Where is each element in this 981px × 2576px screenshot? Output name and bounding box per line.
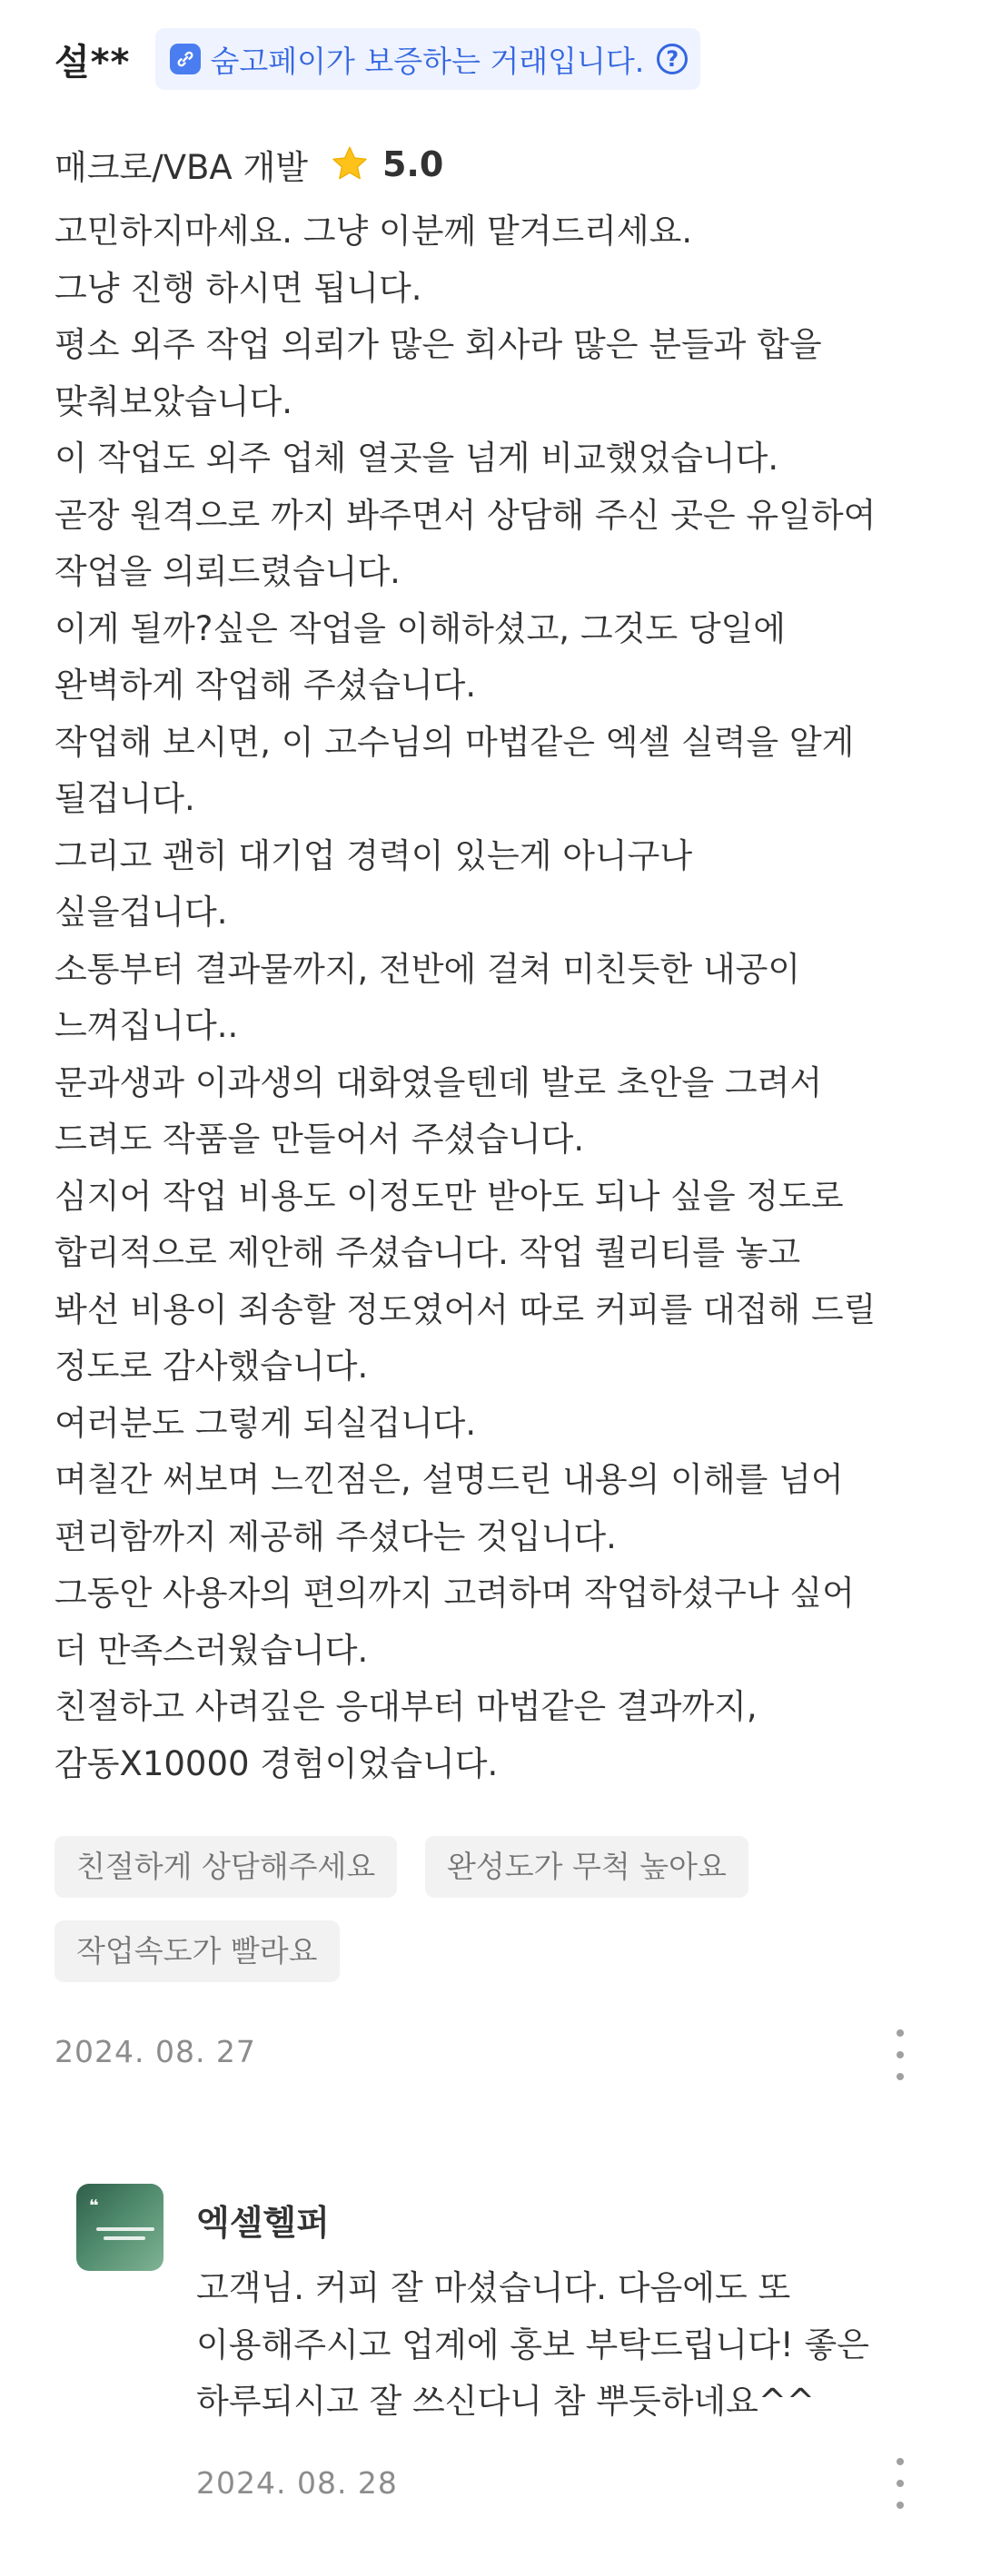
review-text-line: 맞춰보았습니다.: [54, 381, 292, 421]
reply-body: [196, 2260, 930, 2431]
review-body: [54, 203, 930, 1792]
review-text-line: 더 만족스러웠습니다.: [54, 1630, 369, 1670]
review-text-line: 봐선 비용이 죄송할 정도였어서 따로 커피를 대접해 드릴: [54, 1289, 877, 1329]
payment-guarantee-badge[interactable]: [155, 28, 700, 90]
review-text-line: 작업해 보시면, 이 고수님의 마법같은 엑셀 실력을 알게: [54, 722, 855, 762]
review-text-line: 며칠간 써보며 느낀점은, 설명드린 내용의 이해를 넘어: [54, 1460, 844, 1499]
review-text-line: 그동안 사용자의 편의까지 고려하며 작업하셨구나 싶어: [54, 1574, 855, 1613]
review-text-line: 드려도 작품을 만들어서 주셨습니다.: [54, 1120, 585, 1159]
owner-reply: [76, 2184, 930, 2556]
review-text-line: 싶을겁니다.: [54, 893, 228, 932]
review-text-line: 편리함까지 제공해 주셨다는 것입니다.: [54, 1516, 617, 1556]
review-text-line: 느껴집니다..: [54, 1006, 239, 1045]
reply-text-line: 고객님. 커피 잘 마셨습니다. 다음에도 또: [196, 2268, 791, 2307]
review-text-line: 작업을 의뢰드렸습니다.: [54, 552, 401, 591]
company-logo-icon: ❝: [76, 2184, 164, 2271]
reply-text-line: 하루되시고 잘 쓰신다니 참 뿌듯하네요^^: [196, 2382, 815, 2421]
review-text-line: 평소 외주 작업 의뢰가 많은 회사라 많은 분들과 합을: [54, 325, 822, 364]
service-name: 매크로/VBA 개발: [54, 148, 308, 187]
review-text-line: 이 작업도 외주 업체 열곳을 넘게 비교했었습니다.: [54, 439, 779, 478]
review-text-line: 그리고 괜히 대기업 경력이 있는게 아니구나: [54, 835, 693, 875]
payment-guarantee-text: 숨고페이가 보증하는 거래입니다.: [210, 43, 645, 79]
reply-more-options-button[interactable]: [887, 2458, 914, 2509]
review-tag: 완성도가 무척 높아요: [425, 1836, 748, 1898]
rating-value: 5.0: [382, 144, 444, 184]
more-icon-dot: [897, 2073, 904, 2080]
review-text-line: 정도로 감사했습니다.: [54, 1347, 369, 1386]
review-text-line: 완벽하게 작업해 주셨습니다.: [54, 666, 477, 705]
review-tag: 작업속도가 빨라요: [54, 1920, 340, 1982]
more-icon-dot: [897, 2051, 904, 2058]
review-text-line: 문과생과 이과생의 대화였을텐데 발로 초안을 그려서: [54, 1062, 823, 1102]
review-text-line: 고민하지마세요. 그냥 이분께 맡겨드리세요.: [54, 212, 693, 251]
service-rating-row: [54, 134, 443, 194]
review-text-line: 그냥 진행 하시면 됩니다.: [54, 268, 422, 308]
review-text-line: 곧장 원격으로 까지 봐주면서 상담해 주신 곳은 유일하여: [54, 495, 877, 535]
review-date: 2024. 08. 27: [54, 2034, 256, 2069]
more-icon-dot: [897, 2480, 904, 2487]
review-author: 설**: [54, 41, 131, 84]
reply-date: 2024. 08. 28: [196, 2465, 398, 2501]
reply-text-line: 이용해주시고 업계에 홍보 부탁드립니다! 좋은: [196, 2324, 869, 2364]
review-text-line: 심지어 작업 비용도 이정도만 받아도 되나 싶을 정도로: [54, 1176, 844, 1216]
more-icon-dot: [897, 2502, 904, 2509]
review-text-line: 이게 될까?싶은 작업을 이해하셨고, 그것도 당일에: [54, 608, 787, 648]
link-icon: [170, 44, 201, 74]
more-icon-dot: [897, 2029, 904, 2037]
review-tag: 친절하게 상담해주세요: [54, 1836, 397, 1898]
more-icon-dot: [897, 2458, 904, 2465]
review-text-line: 친절하고 사려깊은 응대부터 마법같은 결과까지,: [54, 1687, 758, 1726]
review-text-line: 될겁니다.: [54, 779, 195, 818]
review-text-line: 소통부터 결과물까지, 전반에 걸쳐 미친듯한 내공이: [54, 949, 801, 989]
star-icon: [330, 144, 370, 184]
more-options-button[interactable]: [887, 2029, 914, 2080]
help-icon[interactable]: ?: [657, 44, 688, 74]
review-text-line: 합리적으로 제안해 주셨습니다. 작업 퀄리티를 놓고: [54, 1233, 801, 1272]
review-text-line: 여러분도 그렇게 되실겁니다.: [54, 1403, 477, 1443]
reply-author: 엑셀헬퍼: [196, 2203, 330, 2243]
review-header: [54, 27, 700, 91]
review-text-line: 감동X10000 경험이었습니다.: [54, 1743, 499, 1783]
